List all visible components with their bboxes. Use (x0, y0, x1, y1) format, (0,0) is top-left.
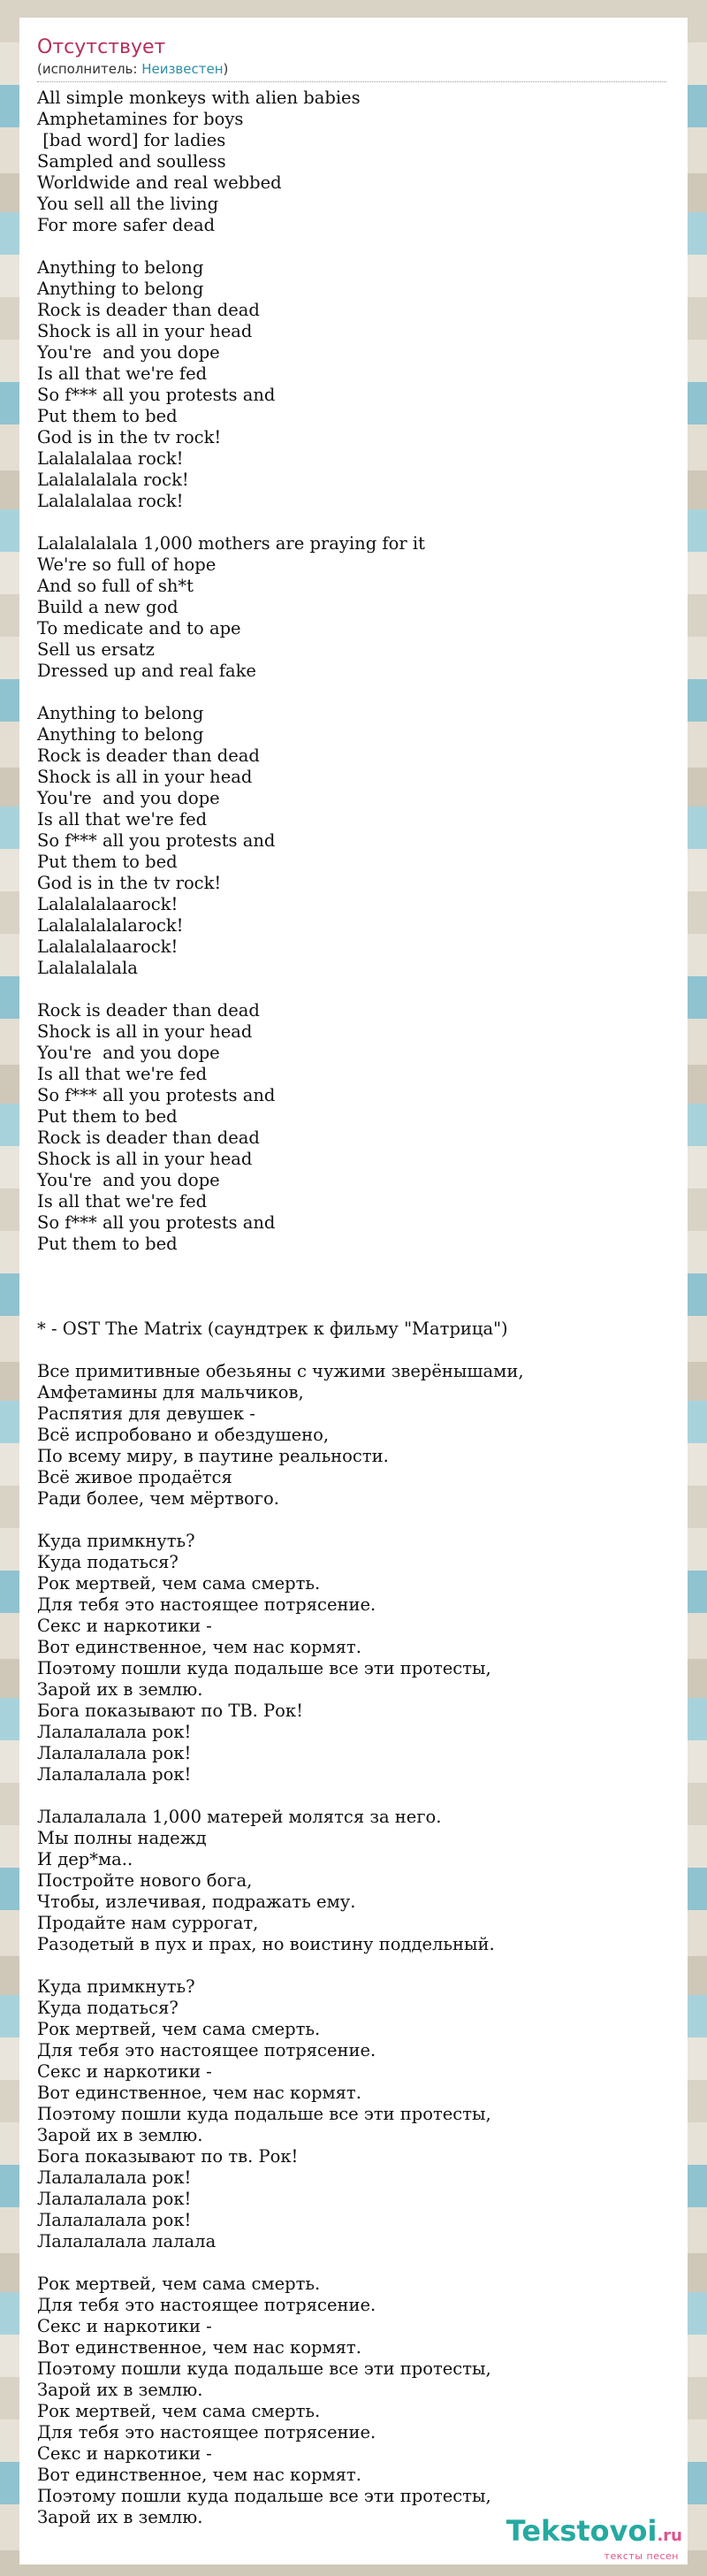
lyric-line: Рок мертвей, чем сама смерть. (37, 2401, 321, 2421)
lyric-line: Rock is deader than dead (37, 745, 260, 766)
artist-suffix: ) (223, 61, 229, 77)
lyric-line: All simple monkeys with alien babies (37, 88, 361, 108)
brand-tagline: тексты песен (604, 2550, 679, 2562)
lyric-line: Зарой их в землю. (37, 2380, 203, 2400)
lyric-line: Is all that we're fed (37, 363, 208, 384)
lyric-line: Куда податься? (37, 1998, 179, 2018)
lyric-line: Секс и наркотики - (37, 2061, 212, 2082)
artist-prefix: (исполнитель: (37, 61, 142, 77)
lyrics-text (37, 88, 670, 2528)
lyric-line: Зарой их в землю. (37, 2507, 203, 2527)
lyric-line: Лалалалала рок! (37, 1764, 192, 1785)
lyric-line (37, 512, 670, 533)
lyric-line: Лалалалала лалала (37, 2231, 217, 2251)
lyric-line (37, 1276, 670, 1297)
lyric-line: So f*** all you protests and (37, 385, 276, 405)
lyric-line: Для тебя это настоящее потрясение. (37, 1594, 376, 1615)
lyric-line: Секс и наркотики - (37, 2443, 212, 2464)
lyric-line: Все примитивные обезьяны с чужими зверёнышами, (37, 1361, 524, 1381)
lyric-line: You sell all the living (37, 194, 219, 214)
lyric-line: For more safer dead (37, 215, 216, 235)
artist-line (37, 60, 666, 82)
lyric-line: Put them to bed (37, 1234, 178, 1254)
lyric-line: Поэтому пошли куда подальше все эти протесты, (37, 2486, 491, 2506)
lyric-line: Amphetamines for boys (37, 109, 244, 129)
lyric-line: Лалалалала рок! (37, 1743, 192, 1763)
lyric-line: Поэтому пошли куда подальше все эти протесты, (37, 2104, 491, 2124)
brand-tld: .ru (657, 2526, 682, 2545)
lyric-line: Разодетый в пух и прах, но воистину поддельный. (37, 1934, 495, 1954)
lyric-line (37, 1955, 670, 1976)
lyric-line: Зарой их в землю. (37, 2125, 203, 2145)
lyric-line: Куда податься? (37, 1552, 179, 1572)
lyric-line (37, 1510, 670, 1531)
lyric-line: [bad word] for ladies (37, 130, 226, 150)
lyric-line: Build a new god (37, 597, 179, 617)
lyric-line: Shock is all in your head (37, 1149, 253, 1169)
lyric-line: Куда примкнуть? (37, 1976, 195, 1997)
lyric-line: Лалалалала рок! (37, 2167, 192, 2188)
lyric-line: Shock is all in your head (37, 767, 253, 787)
lyric-line: Rock is deader than dead (37, 1127, 260, 1148)
lyric-line: Распятия для девушек - (37, 1403, 255, 1424)
lyric-line: Для тебя это настоящее потрясение. (37, 2295, 376, 2315)
lyric-line: Секс и наркотики - (37, 1616, 212, 1636)
lyric-line (37, 979, 670, 1000)
lyric-line: Lalalalalaa rock! (37, 448, 184, 469)
lyric-line: You're and you dope (37, 342, 220, 363)
lyrics-panel (19, 18, 688, 2565)
lyric-line: Put them to bed (37, 1106, 178, 1127)
lyric-line: So f*** all you protests and (37, 830, 276, 851)
lyric-line (37, 1255, 670, 1276)
lyric-line: Для тебя это настоящее потрясение. (37, 2422, 376, 2442)
lyric-line: Lalalalalaa rock! (37, 491, 184, 511)
lyric-line: Anything to belong (37, 279, 204, 299)
lyric-line: You're and you dope (37, 1170, 220, 1190)
lyric-line (37, 236, 670, 257)
lyric-line: Is all that we're fed (37, 809, 208, 829)
lyric-line: So f*** all you protests and (37, 1085, 276, 1105)
lyric-line: Sampled and soulless (37, 151, 226, 172)
lyric-line: Lalalalalaarock! (37, 936, 179, 957)
page-title: Отсутствует (37, 36, 166, 58)
lyric-line: Is all that we're fed (37, 1064, 208, 1084)
lyric-line: You're and you dope (37, 1043, 220, 1063)
lyric-line: Лалалалала рок! (37, 2189, 192, 2209)
lyric-line: Поэтому пошли куда подальше все эти протесты, (37, 2358, 491, 2379)
lyric-line: По всему миру, в паутине реальности. (37, 1446, 389, 1466)
lyric-line: И дер*ма.. (37, 1849, 133, 1869)
brand-name: Tekstovoi (506, 2514, 658, 2548)
lyric-line: Rock is deader than dead (37, 1000, 260, 1020)
lyric-line: Вот единственное, чем нас кормят. (37, 2337, 361, 2358)
lyric-line: Вот единственное, чем нас кормят. (37, 2083, 361, 2103)
lyric-line: Рок мертвей, чем сама смерть. (37, 1573, 321, 1594)
lyric-line: Lalalalalaarock! (37, 894, 179, 914)
artist-link[interactable]: Неизвестен (141, 61, 224, 77)
lyric-line: Вот единственное, чем нас кормят. (37, 2465, 361, 2485)
lyric-line (37, 1785, 670, 1807)
lyric-line: Куда примкнуть? (37, 1531, 195, 1551)
lyric-line: Вот единственное, чем нас кормят. (37, 1637, 361, 1657)
lyric-line: Ради более, чем мёртвого. (37, 1488, 279, 1509)
lyric-line: Lalalalalalarock! (37, 915, 184, 936)
site-logo[interactable] (506, 2516, 682, 2562)
lyric-line: Постройте нового бога, (37, 1870, 253, 1891)
lyric-line: God is in the tv rock! (37, 873, 222, 893)
lyric-line: Shock is all in your head (37, 1021, 253, 1042)
lyric-line: Всё испробовано и обездушено, (37, 1425, 330, 1445)
lyric-line: To medicate and to ape (37, 618, 241, 638)
lyric-line: Is all that we're fed (37, 1191, 208, 1212)
lyric-line: Sell us ersatz (37, 639, 155, 660)
lyric-line: Лалалалала 1,000 матерей молятся за него. (37, 1807, 442, 1827)
lyric-line: You're and you dope (37, 788, 220, 808)
lyric-line: Lalalalalala rock! (37, 470, 189, 490)
lyric-line: Shock is all in your head (37, 321, 253, 341)
lyric-line: Чтобы, излечивая, подражать ему. (37, 1892, 356, 1912)
lyric-line: Лалалалала рок! (37, 1722, 192, 1742)
lyric-line: Амфетамины для мальчиков, (37, 1382, 304, 1403)
lyric-line: Rock is deader than dead (37, 300, 260, 320)
lyric-line: Бога показывают по ТВ. Рок! (37, 1701, 303, 1721)
lyric-line: Всё живое продаётся (37, 1467, 232, 1487)
lyric-line: Зарой их в землю. (37, 1679, 203, 1700)
lyric-line: Lalalalalala 1,000 mothers are praying for it (37, 533, 425, 554)
lyric-line: Продайте нам суррогат, (37, 1913, 259, 1933)
lyric-line (37, 1340, 670, 1361)
lyric-line: Put them to bed (37, 406, 178, 426)
lyric-line: Anything to belong (37, 257, 204, 278)
lyric-line: So f*** all you protests and (37, 1212, 276, 1233)
lyric-line: Anything to belong (37, 724, 204, 745)
lyric-line: Lalalalalala (37, 958, 138, 978)
lyric-line: Worldwide and real webbed (37, 172, 282, 193)
lyric-line: Поэтому пошли куда подальше все эти протесты, (37, 1658, 491, 1678)
lyric-line: Для тебя это настоящее потрясение. (37, 2040, 376, 2060)
lyric-line: Лалалалала рок! (37, 2210, 192, 2230)
lyric-line: Рок мертвей, чем сама смерть. (37, 2019, 321, 2039)
lyric-line: Мы полны надежд (37, 1828, 207, 1848)
lyric-line (37, 682, 670, 703)
lyric-line: And so full of sh*t (37, 576, 194, 596)
lyric-line: God is in the tv rock! (37, 427, 222, 447)
lyric-line (37, 2252, 670, 2274)
lyric-line: We're so full of hope (37, 554, 217, 575)
lyric-line: * - OST The Matrix (саундтрек к фильму "Матрица") (37, 1319, 508, 1339)
lyric-line: Dressed up and real fake (37, 661, 256, 681)
lyric-line: Рок мертвей, чем сама смерть. (37, 2274, 321, 2294)
lyric-line: Секс и наркотики - (37, 2316, 212, 2336)
lyric-line: Anything to belong (37, 703, 204, 723)
lyric-line: Put them to bed (37, 852, 178, 872)
lyric-line: Бога показывают по тв. Рок! (37, 2146, 299, 2167)
lyric-line (37, 1297, 670, 1319)
